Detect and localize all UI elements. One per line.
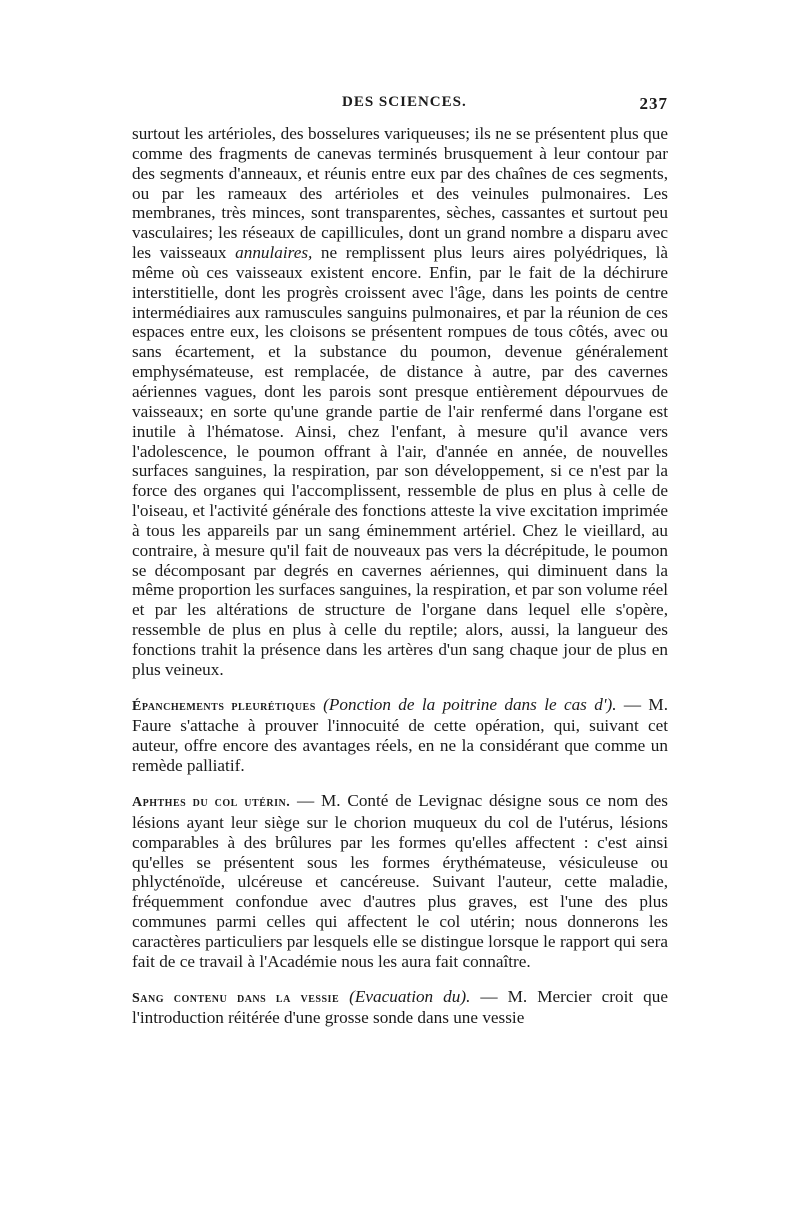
section-epanchements (132, 695, 668, 776)
paragraph-text-part1: surtout les artérioles, des bosselures variqueuses; ils ne se présentent plus que comme des fragments de canevas terminés brusquement à leur contour par des segments d'anneaux, et réunis entre eux par des chaînes de ces segments, ou par les rameaux des artérioles et des veinules pulmonaires. Les membranes, très minces, sont transparentes, sèches, cassantes et surtout peu vasculaires; les réseaux de capillicules, dont un grand nombre a disparu avec les vaisseaux (132, 124, 668, 263)
paragraph-pulmonary (132, 124, 668, 680)
section-text: — M. Mercier croit que l'introduction réitérée d'une grosse sonde dans une vessie (132, 986, 668, 1028)
section-heading: Aphthes du col utérin. (132, 795, 291, 810)
body-text (132, 124, 668, 1028)
section-sang-vessie (132, 987, 668, 1029)
running-title: DES SCIENCES. (342, 94, 467, 110)
section-heading: Sang contenu dans la vessie (132, 990, 340, 1006)
section-subtitle: (Evacuation du). (349, 986, 471, 1006)
section-heading: Épanchements pleurétiques (132, 698, 316, 714)
page-number: 237 (639, 94, 668, 113)
section-subtitle: (Ponction de la poitrine dans le cas d'). (323, 694, 617, 714)
section-aphthes (132, 791, 668, 972)
paragraph-text-part2: ne remplissent plus leurs aires polyédriques, là même où ces vaisseaux existent encore. Enfin, par le fait de la déchirure interstitielle, dont les progrès croissent avec l'âge, dans les points de centre intermédiaires aux ramuscules sanguins pulmonaires, et par la réunion de ces espaces entre eux, les cloisons se présentent rompues de tous côtés, avec ou sans écartement, et la substance du poumon, devenue généralement emphysémateuse, est remplacée, de distance à autre, par des cavernes aériennes vagues, dont les parois sont presque entièrement dépourvues de vaisseaux; en sorte qu'une grande partie de l'air renfermé dans l'organe est inutile à l'hématose. Ainsi, chez l'enfant, à mesure qu'il avance vers l'adolescence, le poumon offrant à l'air, d'année en année, de nouvelles surfaces sanguines, la respiration, par son développement, si ce n'est par la force des organes qui l'accomplissent, ressemble de plus en plus à celle de l'oiseau, et l'activité générale des fonctions atteste la vive excitation imprimée à tous les appareils par un sang éminemment artériel. Chez le vieillard, au contraire, à mesure qu'il fait de nouveaux pas vers la décrépitude, le poumon se décomposant par degrés en cavernes aériennes, qui diminuent dans la même proportion les surfaces sanguines, la respiration, et par son volume réel et par les altérations de structure de l'organe dans lequel elle s'opère, ressemble de plus en plus à celle du reptile; alors, aussi, la langueur des fonctions trahit la présence dans les artères d'un sang chaque jour de plus en plus veineux. (132, 243, 668, 679)
section-text: — M. Faure s'attache à prouver l'innocuité de cette opération, qui, suivant cet auteur, offre encore des avantages réels, en ne la considérant que comme un remède palliatif. (132, 694, 668, 776)
section-text: — M. Conté de Levignac désigne sous ce nom des lésions ayant leur siège sur le chorion muqueux du col de l'utérus, lésions comparables à des brûlures par les formes qu'elles affectent : c'est ainsi qu'elles se présentent sous les formes érythémateuse, vésiculeuse ou phlycténoïde, ulcéreuse et cancéreuse. Suivant l'auteur, cette maladie, fréquemment confondue avec d'autres plus graves, est l'une des plus communes parmi celles qui affectent le col utérin; nous donnerons les caractères particuliers par lesquels elle se distingue lorsque le rapport qui sera fait de ce travail à l'Académie nous les aura fait connaître. (132, 791, 668, 971)
italic-term: annulaires, (235, 243, 313, 263)
